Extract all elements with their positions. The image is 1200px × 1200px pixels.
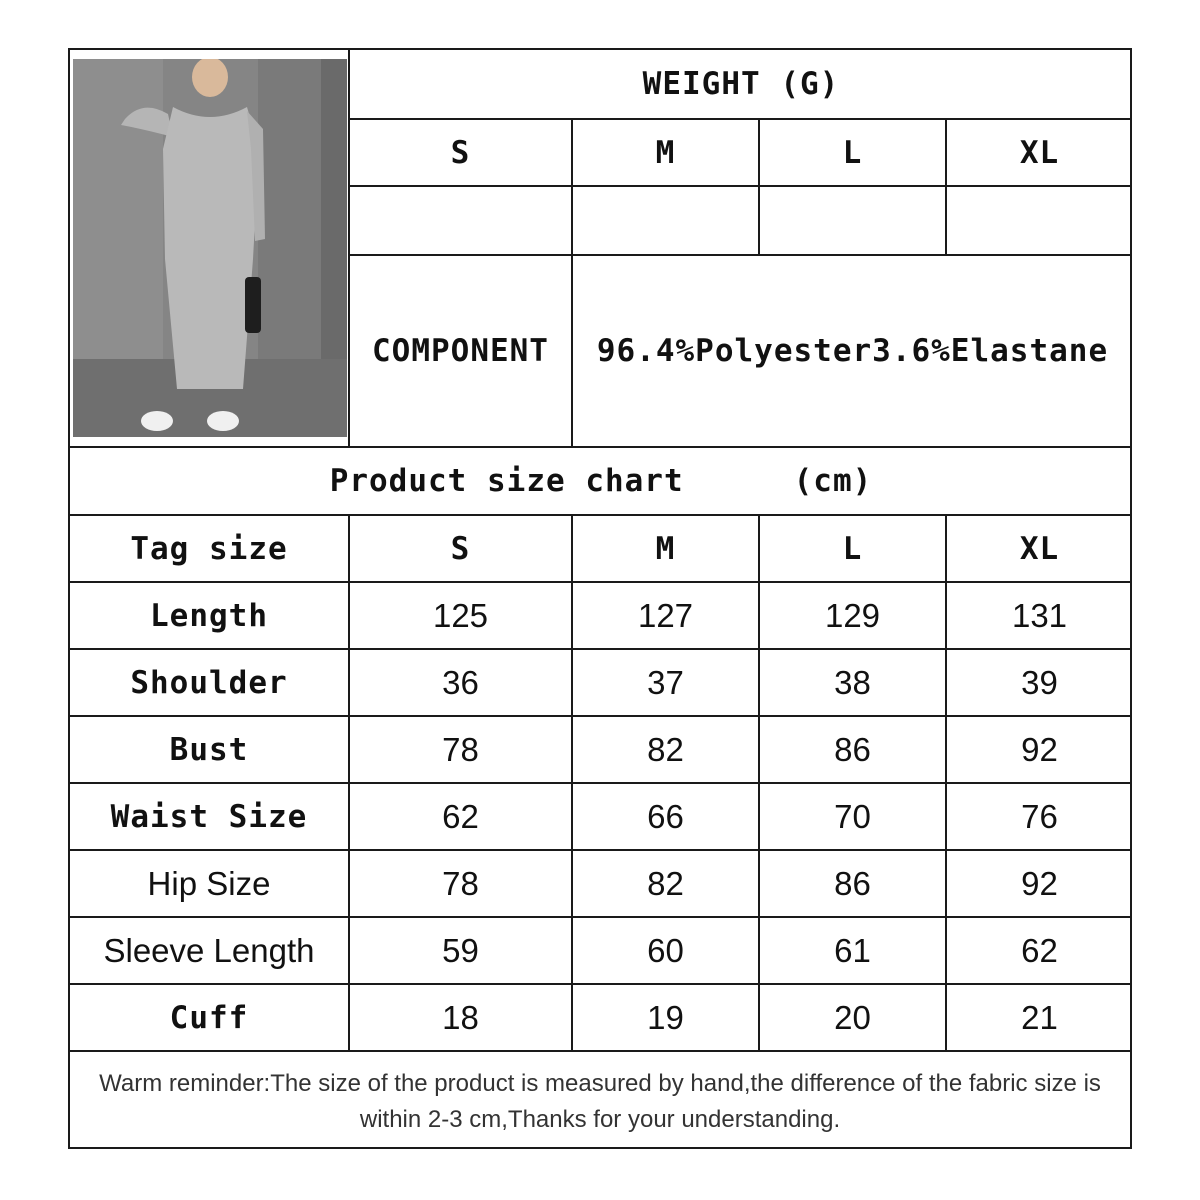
row-label: Sleeve Length <box>103 931 315 969</box>
row-label: Shoulder <box>130 664 288 701</box>
component-label: COMPONENT <box>372 333 549 369</box>
size-chart-sheet <box>68 48 1132 1149</box>
row-label: Bust <box>169 731 249 768</box>
table-cell: 19 <box>647 998 684 1036</box>
table-cell: 66 <box>647 797 684 835</box>
table-cell: 125 <box>432 596 489 634</box>
model-illustration <box>73 59 347 437</box>
row-label: Waist Size <box>110 798 308 835</box>
divider <box>70 1050 1132 1052</box>
table-cell: 18 <box>442 998 479 1036</box>
weight-value-m <box>573 187 758 254</box>
size-chart-title: Product size chart <box>329 463 684 499</box>
row-label: Length <box>150 597 268 634</box>
weight-value-s <box>350 187 571 254</box>
table-cell: 86 <box>834 864 871 902</box>
table-cell: 70 <box>834 797 871 835</box>
table-cell: 62 <box>442 797 479 835</box>
warm-reminder-text: Warm reminder:The size of the product is measured by hand,the difference of the fabric size is within 2-3 cm,Thanks for your understanding. <box>99 1069 1101 1133</box>
weight-size-s: S <box>450 134 471 171</box>
weight-size-xl: XL <box>1019 134 1060 171</box>
table-cell: 78 <box>442 730 479 768</box>
header-size-m: M <box>655 530 676 567</box>
table-cell: 39 <box>1021 663 1058 701</box>
table-cell: 92 <box>1021 864 1058 902</box>
table-cell: 60 <box>647 931 684 969</box>
table-cell: 61 <box>834 931 871 969</box>
table-cell: 82 <box>647 864 684 902</box>
row-label: Cuff <box>169 999 249 1036</box>
header-size-xl: XL <box>1019 530 1060 567</box>
weight-header: WEIGHT (G) <box>642 66 840 102</box>
header-size-s: S <box>450 530 471 567</box>
table-cell: 38 <box>834 663 871 701</box>
product-photo <box>73 59 347 437</box>
table-cell: 131 <box>1011 596 1068 634</box>
weight-size-m: M <box>655 134 676 171</box>
table-cell: 78 <box>442 864 479 902</box>
header-size-l: L <box>842 530 863 567</box>
table-cell: 37 <box>647 663 684 701</box>
table-cell: 92 <box>1021 730 1058 768</box>
table-cell: 82 <box>647 730 684 768</box>
table-cell: 62 <box>1021 931 1058 969</box>
table-cell: 127 <box>637 596 694 634</box>
table-cell: 76 <box>1021 797 1058 835</box>
weight-size-l: L <box>842 134 863 171</box>
size-chart-title-row <box>70 448 1132 514</box>
header-tag-size: Tag size <box>130 530 288 567</box>
size-chart-unit: (cm) <box>793 463 873 499</box>
table-cell: 129 <box>824 596 881 634</box>
table-cell: 86 <box>834 730 871 768</box>
weight-value-xl <box>947 187 1132 254</box>
row-label: Hip Size <box>147 864 271 902</box>
component-value: 96.4%Polyester3.6%Elastane <box>596 333 1109 369</box>
warm-reminder-note <box>70 1054 1130 1149</box>
table-cell: 36 <box>442 663 479 701</box>
table-cell: 21 <box>1021 998 1058 1036</box>
weight-value-l <box>760 187 945 254</box>
table-cell: 20 <box>834 998 871 1036</box>
table-cell: 59 <box>442 931 479 969</box>
